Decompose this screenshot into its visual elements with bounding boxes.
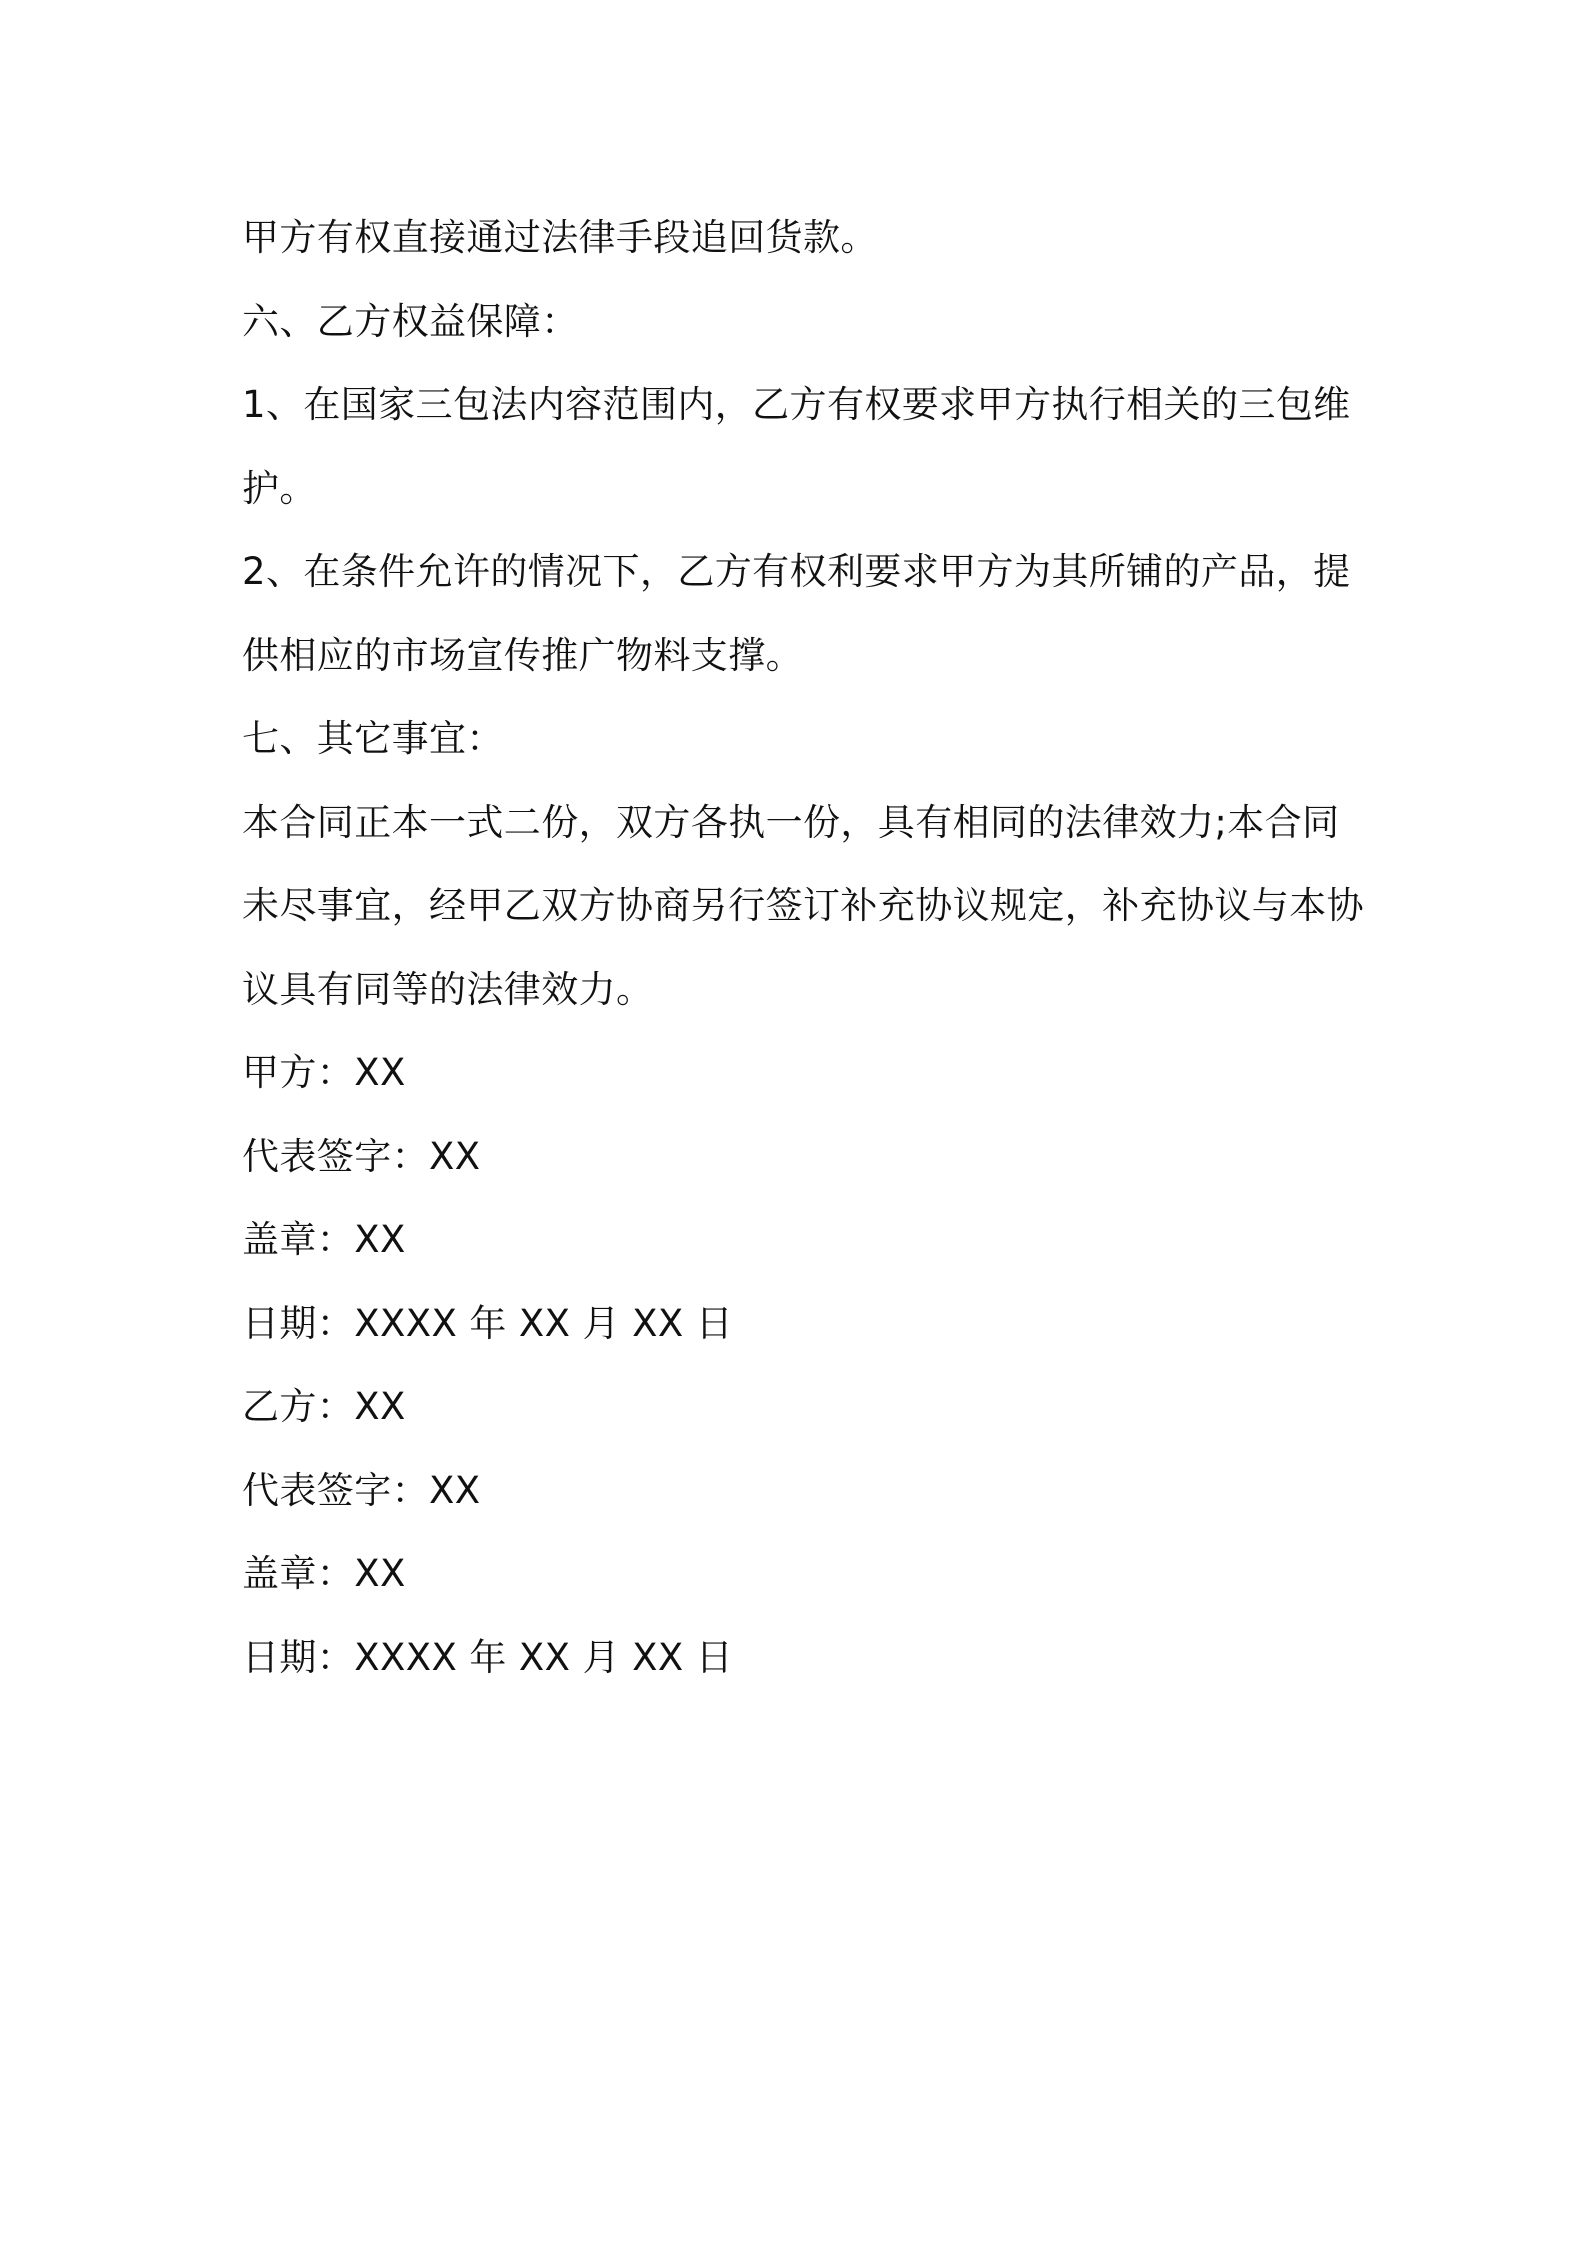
- clause-text: 1、在国家三包法内容范围内，乙方有权要求甲方执行相关的三包维: [242, 383, 1351, 426]
- clause-text: 本合同正本一式二份，双方各执一份，具有相同的法律效力;本合同: [242, 800, 1340, 844]
- clause-text: 甲方有权直接通过法律手段追回货款。: [242, 216, 878, 259]
- party-a-signature: 代表签字：XX: [242, 1134, 481, 1178]
- party-a-date: 日期：XXXX 年 XX 月 XX 日: [242, 1301, 734, 1345]
- section-heading: 七、其它事宜：: [242, 717, 504, 760]
- document-body: [242, 196, 1364, 1699]
- clause-text: 2、在条件允许的情况下，乙方有权利要求甲方为其所铺的产品，提: [242, 550, 1351, 593]
- party-b-seal: 盖章：XX: [242, 1552, 406, 1595]
- party-a-name: 甲方：XX: [242, 1051, 406, 1094]
- party-b-signature: 代表签字：XX: [242, 1468, 481, 1512]
- clause-text: 供相应的市场宣传推广物料支撑。: [242, 633, 803, 677]
- party-b-name: 乙方：XX: [242, 1385, 406, 1428]
- party-b-date: 日期：XXXX 年 XX 月 XX 日: [242, 1635, 734, 1679]
- clause-text: 护。: [242, 466, 317, 510]
- clause-text: 未尽事宜，经甲乙双方协商另行签订补充协议规定，补充协议与本协: [242, 884, 1364, 927]
- section-heading: 六、乙方权益保障：: [242, 299, 579, 343]
- party-a-seal: 盖章：XX: [242, 1218, 406, 1261]
- clause-text: 议具有同等的法律效力。: [242, 967, 654, 1011]
